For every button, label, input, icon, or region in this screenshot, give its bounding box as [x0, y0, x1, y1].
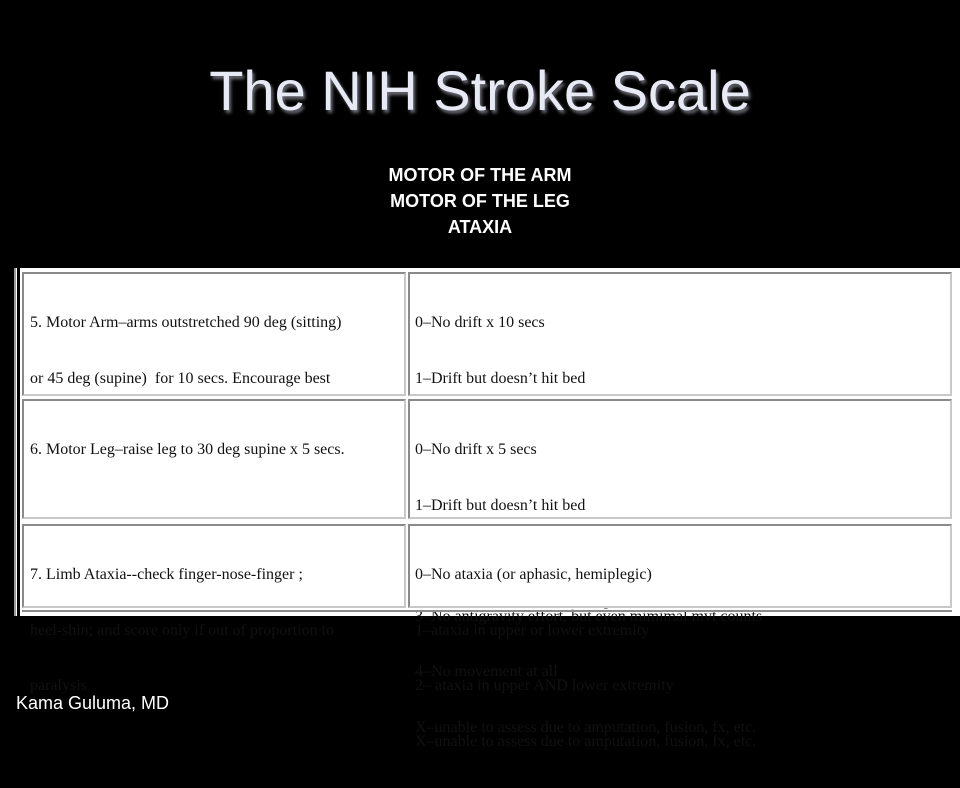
- author-credit: Kama Guluma, MD: [16, 693, 170, 713]
- scan-edge-shadow: [14, 268, 16, 616]
- score-option: 4–No movement at all: [415, 663, 558, 680]
- score-option: 0–No ataxia (or aphasic, hemiplegic): [415, 566, 652, 583]
- item-cell: [22, 272, 406, 396]
- score-option: 3–No antigravity effort, but even mimimal mvt counts: [415, 607, 763, 625]
- options-cell: [408, 272, 952, 396]
- scan-edge-line: [17, 268, 20, 616]
- table-bottom-edge: [22, 610, 952, 616]
- table-row-motor-arm: [22, 272, 952, 396]
- item-line: heel-shin; and score only if out of proportion to: [30, 621, 334, 639]
- score-option: 1–ataxia in upper or lower extremity: [415, 621, 650, 639]
- item-line: 5. Motor Arm–arms outstretched 90 deg (sitting): [30, 314, 342, 331]
- subtitle-line-leg: MOTOR OF THE LEG: [390, 191, 570, 211]
- item-line: 7. Limb Ataxia--check finger-nose-finger ;: [30, 566, 303, 583]
- item-cell: [22, 399, 406, 519]
- item-line: or 45 deg (supine) for 10 secs. Encourage best: [30, 369, 331, 387]
- item-description: [30, 404, 400, 497]
- score-options: [415, 529, 946, 788]
- score-option: X–unable to assess due to amputation, fusion, fx, etc.: [415, 732, 757, 750]
- subtitle-line-ataxia: ATAXIA: [447, 217, 513, 237]
- item-line: paralysis: [30, 677, 87, 694]
- item-line: 6. Motor Leg–raise leg to 30 deg supine x 5 secs.: [30, 441, 345, 458]
- subtitle-block: [0, 162, 960, 240]
- score-option: 0–No drift x 10 secs: [415, 314, 545, 331]
- score-option: 1–Drift but doesn’t hit bed: [415, 369, 586, 387]
- score-option: 2– ataxia in upper AND lower extremity: [415, 677, 674, 694]
- score-option: X–unable to assess due to amputation, fusion, fx, etc.: [415, 718, 757, 736]
- score-option: 1–Drift but doesn’t hit bed: [415, 496, 586, 514]
- slide-title: The NIH Stroke Scale: [209, 59, 751, 122]
- score-option: 0–No drift x 5 secs: [415, 441, 537, 458]
- item-cell: [22, 524, 406, 694]
- subtitle-line-arm: MOTOR OF THE ARM: [388, 165, 572, 185]
